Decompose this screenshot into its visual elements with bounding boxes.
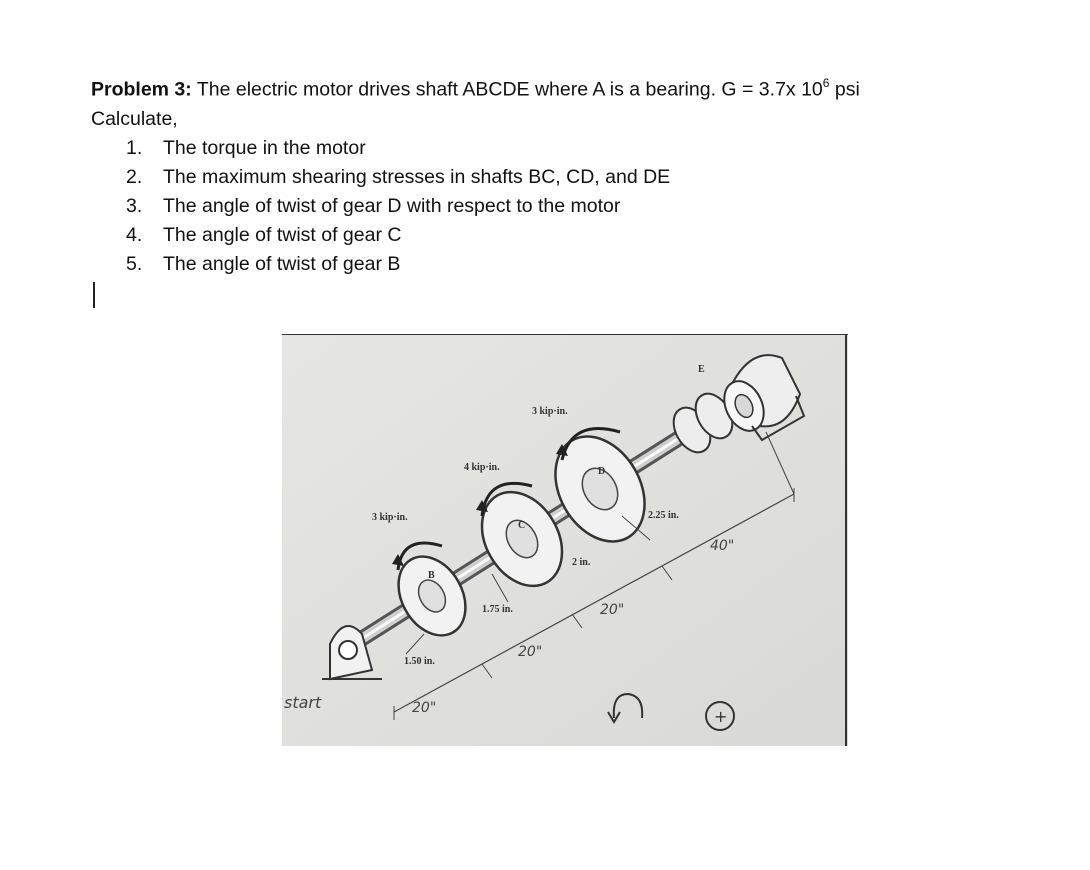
question-text: The torque in the motor xyxy=(163,136,366,159)
length-1-label: 20" xyxy=(412,700,437,716)
question-number: 2. xyxy=(126,165,143,188)
sign-plus: + xyxy=(714,707,728,726)
problem-body: The electric motor drives shaft ABCDE where A is a bearing. G = 3.7x 10 xyxy=(191,78,823,101)
question-text: The maximum shearing stresses in shafts BC, CD, and DE xyxy=(163,165,671,188)
length-3-label: 20" xyxy=(600,602,625,618)
modulus-exponent: 6 xyxy=(822,76,830,90)
torque-b-label: 3 kip·in. xyxy=(372,512,408,523)
question-number: 1. xyxy=(126,136,143,159)
motor-e-label: E xyxy=(698,364,705,375)
question-item xyxy=(91,134,1051,163)
problem-label: Problem 3: xyxy=(91,78,192,101)
diameter-cd-label: 2 in. xyxy=(572,557,591,568)
question-item xyxy=(91,192,1051,221)
length-2-label: 20" xyxy=(518,644,543,660)
diameter-bc-label: 1.75 in. xyxy=(482,604,513,615)
length-4-label: 40" xyxy=(710,538,735,554)
problem-statement xyxy=(91,70,1051,105)
modulus-unit: psi xyxy=(829,78,860,101)
question-item xyxy=(91,221,1051,250)
problem-text xyxy=(91,70,1051,279)
gear-c-label: C xyxy=(518,520,526,531)
question-text: The angle of twist of gear B xyxy=(163,252,401,275)
torque-d-label: 3 kip·in. xyxy=(532,406,568,417)
text-cursor xyxy=(93,282,95,308)
question-list xyxy=(91,134,1051,279)
gear-b-label: B xyxy=(428,570,435,581)
shaft-diagram xyxy=(282,334,848,746)
shaft-figure xyxy=(282,334,848,746)
question-item xyxy=(91,250,1051,279)
question-number: 5. xyxy=(126,252,143,275)
diameter-ab-label: 1.50 in. xyxy=(404,656,435,667)
calculate-label: Calculate, xyxy=(91,107,178,130)
question-number: 4. xyxy=(126,223,143,246)
torque-c-label: 4 kip·in. xyxy=(464,462,500,473)
handwritten-start: start xyxy=(284,693,322,712)
question-number: 3. xyxy=(126,194,143,217)
question-text: The angle of twist of gear C xyxy=(163,223,402,246)
question-item xyxy=(91,163,1051,192)
diameter-de-label: 2.25 in. xyxy=(648,510,679,521)
gear-d-label: D xyxy=(598,466,606,477)
question-text: The angle of twist of gear D with respect to the motor xyxy=(163,194,621,217)
